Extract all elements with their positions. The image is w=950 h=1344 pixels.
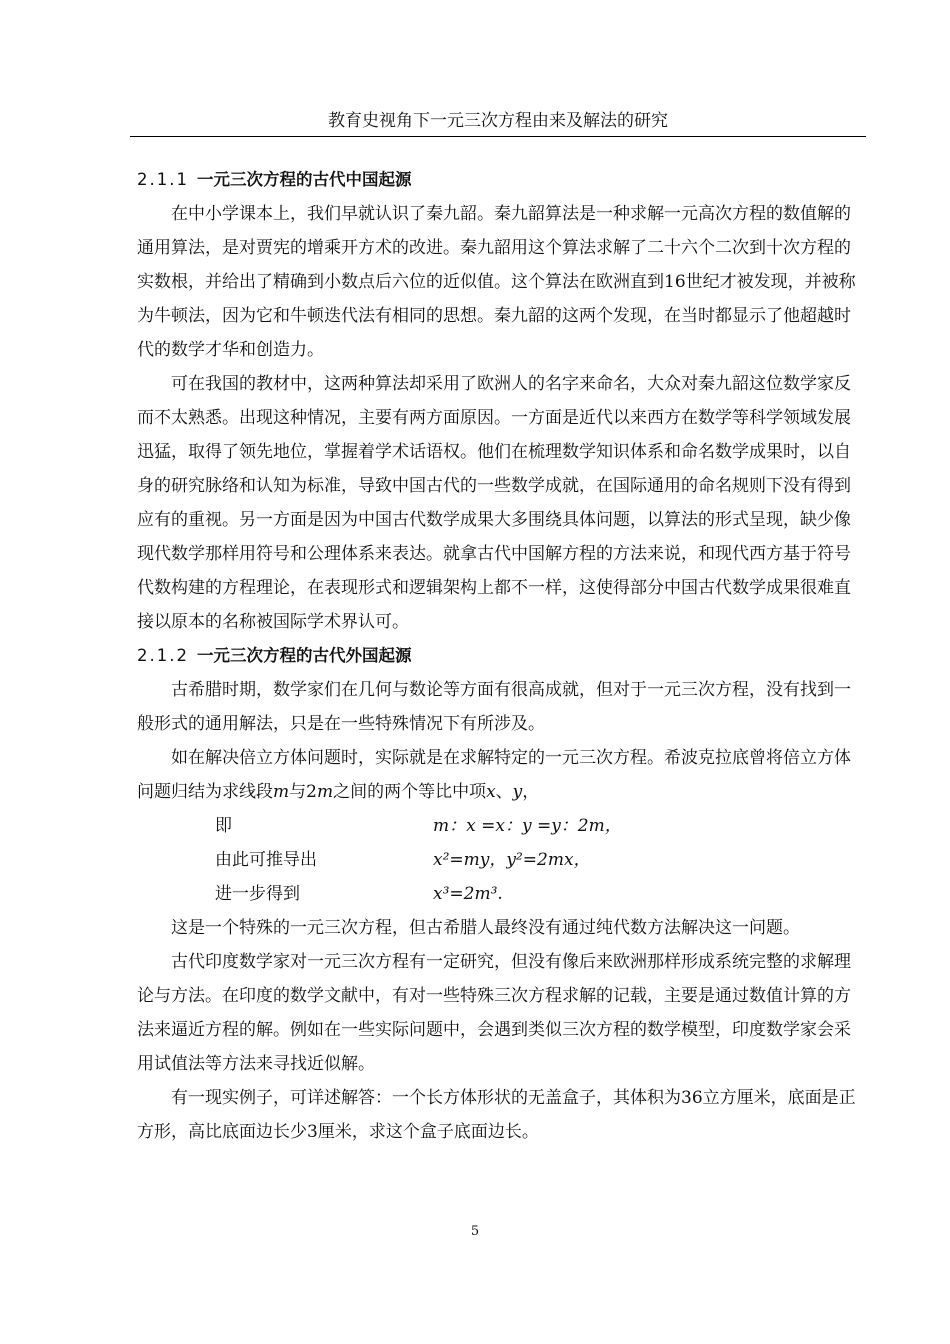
equation-line [137,809,859,843]
section-number: 2.1.2 [137,646,189,665]
equation: x²=my，y²=2mx， [433,850,591,870]
paragraph-text: 、 [495,782,513,802]
paragraph: 古代印度数学家对一元三次方程有一定研究，但没有像后来欧洲那样形成系统完整的求解理论与方法。在印度的数学文献中，有对一些特殊三次方程求解的记载，主要是通过数值计算的方法来逼近方程的解。例如在一些实际问题中，会遇到类似三次方程的数学模型，印度数学家会采用试值法等方法来寻找近似解。 [137,952,851,1074]
paragraph: 在中小学课本上，我们早就认识了秦九韶。秦九韶算法是一种求解一元高次方程的数值解的通用算法，是对贾宪的增乘开方术的改进。秦九韶用这个算法求解了二十六个二次到十次方程的实数根，并给出了精确到小数点后六位的近似值。这个算法在欧洲直到16世纪才被发现，并被称为牛顿法，因为它和牛顿迭代法有相同的思想。秦九韶的这两个发现，在当时都显示了他超越时代的数学才华和创造力。 [137,204,856,360]
paragraph-text: 如在解决倍立方体问题时，实际就是在求解特定的一元三次方程。希波克拉底曾将倍立方体问题归结为求线段 [137,748,851,802]
paragraph: 古希腊时期，数学家们在几何与数论等方面有很高成就，但对于一元三次方程，没有找到一般形式的通用解法，只是在一些特殊情况下有所涉及。 [137,680,851,734]
section-heading-2-1-1 [137,163,859,197]
equation: m：x =x：y =y：2m， [433,816,622,836]
math-var: m [273,782,290,802]
section-heading-2-1-2 [137,639,859,673]
equation-label: 即 [215,816,232,836]
math-var: y [512,782,523,802]
equation-label: 进一步得到 [215,884,300,904]
paragraph: 这是一个特殊的一元三次方程，但古希腊人最终没有通过纯代数方法解决这一问题。 [171,918,800,938]
paragraph-text: ， [522,782,540,802]
equation: x³=2m³. [433,884,503,904]
math-var: m [316,782,334,802]
running-header [130,106,866,137]
page-number: 5 [470,1224,480,1239]
equation-label: 由此可推导出 [215,850,317,870]
paragraph [137,741,859,809]
paragraph-text: 与2 [289,782,317,802]
section-title: 一元三次方程的古代中国起源 [196,170,412,189]
equation-line [137,877,859,911]
section-number: 2.1.1 [137,170,189,189]
page-body [137,163,859,1149]
section-title: 一元三次方程的古代外国起源 [196,646,412,665]
equation-line [137,843,859,877]
paragraph: 有一现实例子，可详述解答：一个长方体形状的无盖盒子，其体积为36立方厘米，底面是正方形，高比底面边长少3厘米，求这个盒子底面边长。 [137,1088,856,1142]
header-title: 教育史视角下一元三次方程由来及解法的研究 [328,111,668,131]
paragraph: 可在我国的教材中，这两种算法却采用了欧洲人的名字来命名，大众对秦九韶这位数学家反而不太熟悉。出现这种情况，主要有两方面原因。一方面是近代以来西方在数学等科学领域发展迅猛，取得了领先地位，掌握着学术话语权。他们在梳理数学知识体系和命名数学成果时，以自身的研究脉络和认知为标准，导致中国古代的一些数学成就，在国际通用的命名规则下没有得到应有的重视。另一方面是因为中国古代数学成果大多围绕具体问题，以算法的形式呈现，缺少像现代数学那样用符号和公理体系来表达。就拿古代中国解方程的方法来说，和现代西方基于符号代数构建的方程理论，在表现形式和逻辑架构上都不一样，这使得部分中国古代数学成果很难直接以原本的名称被国际学术界认可。 [137,374,851,632]
math-var: x [486,782,496,802]
paragraph-text: 之间的两个等比中项 [333,782,487,802]
